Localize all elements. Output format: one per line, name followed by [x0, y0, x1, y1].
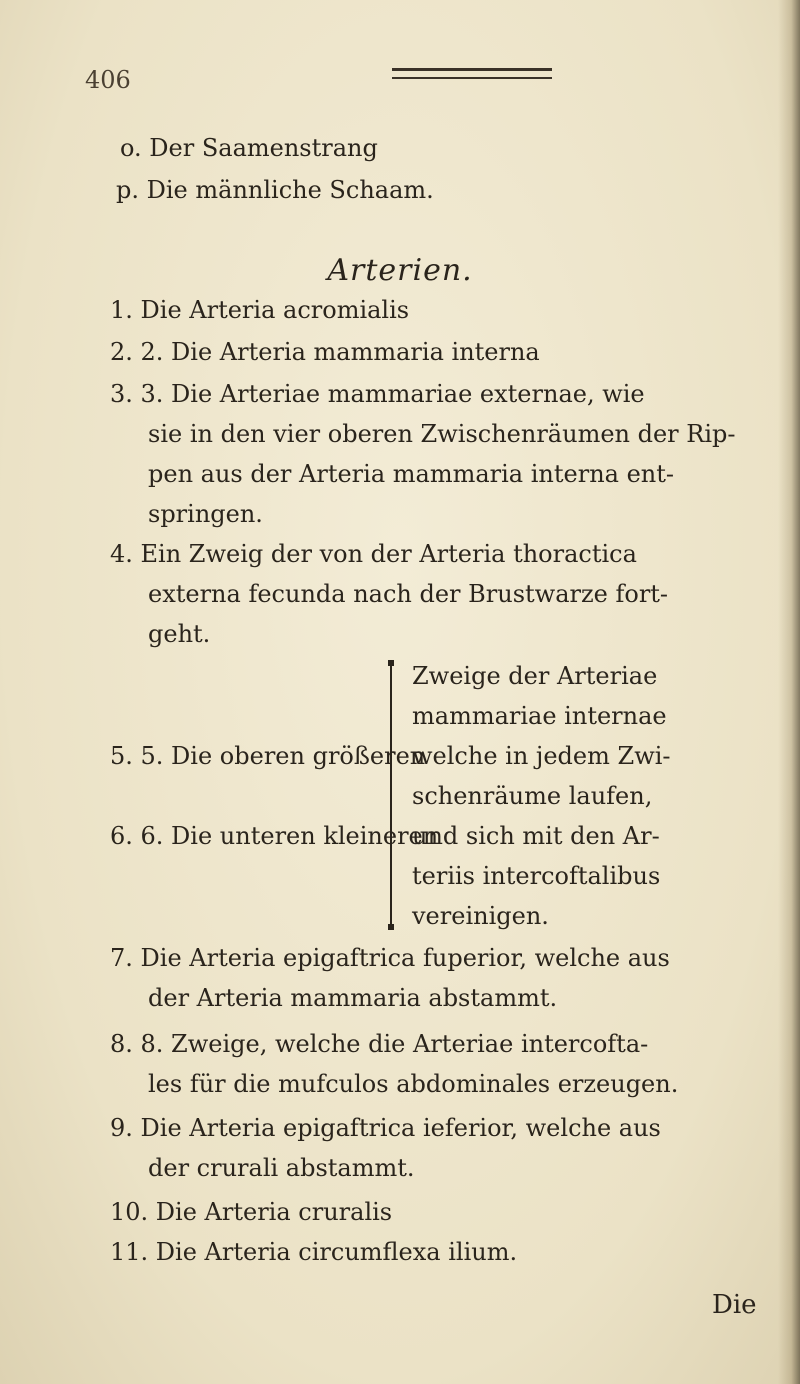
brace-text-5: und sich mit den Ar- [412, 822, 660, 850]
grouping-brace [390, 660, 406, 930]
entry-7-line-2: der Arteria mammaria abstammt. [148, 984, 558, 1012]
entry-10: 10. Die Arteria cruralis [110, 1198, 393, 1226]
page-edge-shadow [778, 0, 800, 1384]
entry-3-line-2: sie in den vier oberen Zwischenräumen der Rip- [148, 420, 736, 448]
entry-2: 2. 2. Die Arteria mammaria interna [110, 338, 540, 366]
brace-text-7: vereinigen. [412, 902, 549, 930]
entry-5: 5. 5. Die oberen größeren [110, 742, 426, 770]
header-rule [392, 68, 552, 79]
entry-8-line-1: 8. 8. Zweige, welche die Arteriae intercofta- [110, 1030, 649, 1058]
entry-6: 6. 6. Die unteren kleineren [110, 822, 439, 850]
entry-1: 1. Die Arteria acromialis [110, 296, 410, 324]
entry-11: 11. Die Arteria circumflexa ilium. [110, 1238, 518, 1266]
entry-8-line-2: les für die mufculos abdominales erzeugen. [148, 1070, 679, 1098]
item-p: p. Die männliche Schaam. [116, 176, 434, 204]
brace-text-4: schenräume laufen, [412, 782, 653, 810]
entry-3-line-1: 3. 3. Die Arteriae mammariae externae, wie [110, 380, 645, 408]
entry-9-line-2: der crurali abstammt. [148, 1154, 415, 1182]
item-o: o. Der Saamenstrang [120, 134, 378, 162]
entry-4-line-1: 4. Ein Zweig der von der Arteria thoractica [110, 540, 637, 568]
brace-text-1: Zweige der Arteriae [412, 662, 658, 690]
section-title: Arterien. [327, 253, 473, 288]
entry-9-line-1: 9. Die Arteria epigaftrica ieferior, welche aus [110, 1114, 661, 1142]
brace-text-2: mammariae internae [412, 702, 667, 730]
page-number: 406 [85, 66, 131, 94]
catchword: Die [712, 1290, 757, 1320]
entry-4-line-3: geht. [148, 620, 211, 648]
entry-3-line-4: springen. [148, 500, 263, 528]
entry-3-line-3: pen aus der Arteria mammaria interna ent- [148, 460, 675, 488]
entry-4-line-2: externa fecunda nach der Brustwarze fort- [148, 580, 669, 608]
entry-7-line-1: 7. Die Arteria epigaftrica fuperior, welche aus [110, 944, 670, 972]
brace-text-6: teriis intercoftalibus [412, 862, 661, 890]
brace-text-3: welche in jedem Zwi- [412, 742, 671, 770]
